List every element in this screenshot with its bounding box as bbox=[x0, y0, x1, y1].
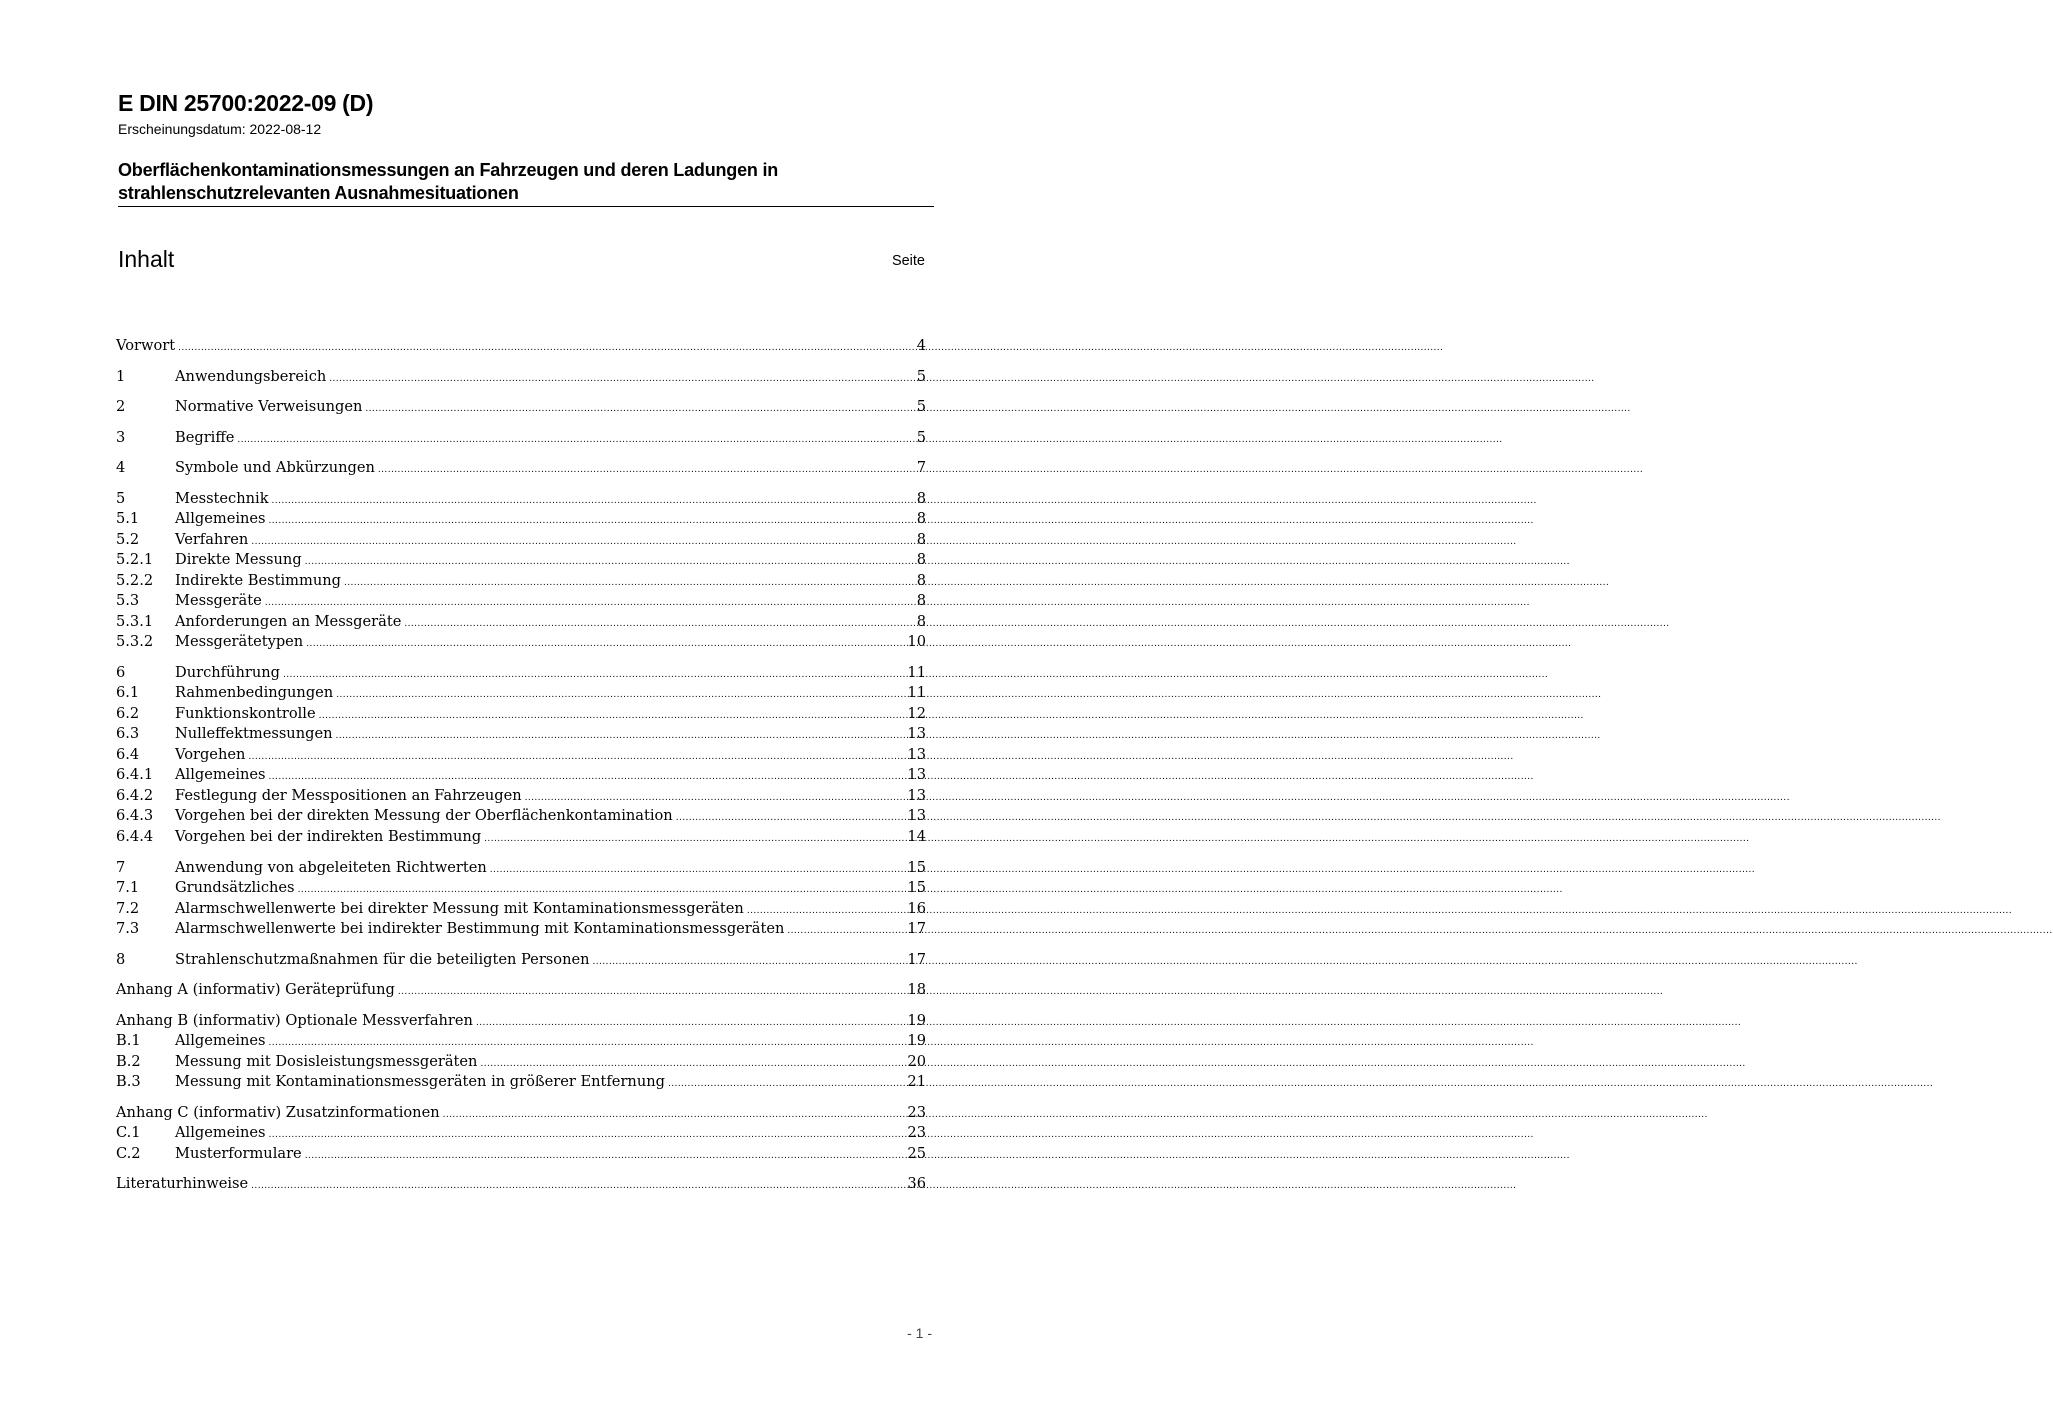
toc-leader-dots bbox=[398, 980, 907, 1002]
toc-entry-title: Festlegung der Messpositionen an Fahrzeugen bbox=[175, 787, 522, 804]
toc-entry-title: Messung mit Kontaminationsmessgeräten in größerer Entfernung bbox=[175, 1073, 665, 1090]
toc-entry-number: 6.3 bbox=[116, 725, 140, 742]
toc-leader-dots bbox=[525, 786, 907, 808]
toc-entry-page: 5 bbox=[916, 429, 926, 446]
toc-leader-dots bbox=[490, 858, 907, 880]
toc-entry-page: 25 bbox=[907, 1145, 926, 1162]
toc-entry-title: Begriffe bbox=[175, 429, 235, 446]
toc-entry[interactable] bbox=[116, 632, 926, 652]
toc-entry-title: Messgeräte bbox=[175, 592, 262, 609]
toc-entry[interactable] bbox=[116, 919, 926, 939]
toc-entry[interactable] bbox=[116, 704, 926, 724]
toc-entry[interactable] bbox=[116, 765, 926, 785]
toc-entry[interactable] bbox=[116, 591, 926, 611]
toc-entry-title: Indirekte Bestimmung bbox=[175, 572, 341, 589]
toc-entry-number: 7 bbox=[116, 859, 126, 876]
toc-entry-page: 10 bbox=[907, 633, 926, 650]
toc-entry-title: Rahmenbedingungen bbox=[175, 684, 334, 701]
toc-leader-dots bbox=[404, 612, 915, 634]
toc-leader-dots bbox=[251, 530, 915, 552]
toc-entry[interactable] bbox=[116, 1174, 926, 1194]
toc-entry[interactable] bbox=[116, 1031, 926, 1051]
toc-entry-title: Messtechnik bbox=[175, 490, 269, 507]
toc-entry-title: Verfahren bbox=[175, 531, 249, 548]
toc-leader-dots bbox=[269, 509, 916, 531]
toc-entry[interactable] bbox=[116, 428, 926, 448]
publication-date: Erscheinungsdatum: 2022-08-12 bbox=[118, 121, 322, 137]
toc-entry-number: 6 bbox=[116, 664, 126, 681]
toc-leader-dots bbox=[480, 1052, 906, 1074]
document-title: Oberflächenkontaminationsmessungen an Fahrzeugen und deren Ladungen in strahlenschutzrelevanten Ausnahmesituationen bbox=[118, 160, 779, 203]
toc-entry-page: 15 bbox=[907, 859, 926, 876]
toc-entry[interactable] bbox=[116, 509, 926, 529]
toc-entry[interactable] bbox=[116, 367, 926, 387]
toc-entry[interactable] bbox=[116, 724, 926, 744]
toc-entry-title: Vorgehen bbox=[175, 746, 246, 763]
toc-entry[interactable] bbox=[116, 489, 926, 509]
toc-leader-dots bbox=[319, 704, 907, 726]
toc-entry[interactable] bbox=[116, 786, 926, 806]
toc-leader-dots bbox=[269, 1123, 907, 1145]
toc-entry[interactable] bbox=[116, 458, 926, 478]
toc-entry-title: Messung mit Dosisleistungsmessgeräten bbox=[175, 1053, 478, 1070]
toc-leader-dots bbox=[484, 827, 906, 849]
toc-leader-dots bbox=[269, 765, 907, 787]
toc-entry-title: Vorgehen bei der indirekten Bestimmung bbox=[175, 828, 482, 845]
toc-entry-page: 7 bbox=[916, 459, 926, 476]
toc-entry[interactable] bbox=[116, 878, 926, 898]
toc-entry-title: Vorgehen bei der direkten Messung der Oberflächenkontamination bbox=[175, 807, 673, 824]
toc-entry-title: Durchführung bbox=[175, 664, 280, 681]
toc-entry-number: 6.4 bbox=[116, 746, 140, 763]
toc-entry[interactable] bbox=[116, 683, 926, 703]
toc-entry-page: 13 bbox=[907, 807, 926, 824]
toc-entry-page: 8 bbox=[916, 490, 926, 507]
toc-entry-page: 13 bbox=[907, 746, 926, 763]
toc-entry[interactable] bbox=[116, 1072, 926, 1092]
toc-entry[interactable] bbox=[116, 663, 926, 683]
toc-entry-title: Normative Verweisungen bbox=[175, 398, 363, 415]
toc-entry-title: Symbole und Abkürzungen bbox=[175, 459, 375, 476]
toc-leader-dots bbox=[668, 1072, 906, 1094]
toc-entry-number: 3 bbox=[116, 429, 126, 446]
toc-entry-number: 5.2 bbox=[116, 531, 140, 548]
toc-entry-page: 20 bbox=[907, 1053, 926, 1070]
toc-entry-number: 6.2 bbox=[116, 705, 140, 722]
toc-entry-title: Musterformulare bbox=[175, 1145, 302, 1162]
toc-entry-title: Alarmschwellenwerte bei direkter Messung mit Kontaminationsmessgeräten bbox=[175, 900, 744, 917]
toc-entry-number: 6.4.4 bbox=[116, 828, 154, 845]
toc-leader-dots bbox=[344, 571, 916, 593]
toc-entry-page: 11 bbox=[907, 684, 926, 701]
toc-entry[interactable] bbox=[116, 950, 926, 970]
toc-leader-dots bbox=[676, 806, 907, 828]
toc-entry[interactable] bbox=[116, 530, 926, 550]
toc-entry-title: Allgemeines bbox=[175, 1032, 266, 1049]
toc-entry-number: 5.3.2 bbox=[116, 633, 154, 650]
toc-entry-title: Anhang C (informativ) Zusatzinformationen bbox=[116, 1104, 440, 1121]
toc-leader-dots bbox=[336, 683, 906, 705]
toc-entry[interactable] bbox=[116, 1123, 926, 1143]
toc-entry-title: Anwendung von abgeleiteten Richtwerten bbox=[175, 859, 487, 876]
toc-leader-dots bbox=[178, 336, 916, 358]
toc-entry-page: 5 bbox=[916, 398, 926, 415]
toc-entry-page: 13 bbox=[907, 725, 926, 742]
toc-entry-number: C.1 bbox=[116, 1124, 141, 1141]
toc-entry-page: 5 bbox=[916, 368, 926, 385]
toc-entry-page: 13 bbox=[907, 787, 926, 804]
toc-entry-number: 5.3.1 bbox=[116, 613, 154, 630]
toc-leader-dots bbox=[747, 899, 907, 921]
toc-leader-dots bbox=[335, 724, 906, 746]
toc-entry[interactable] bbox=[116, 806, 926, 826]
toc-entry-number: 5.2.1 bbox=[116, 551, 154, 568]
toc-entry-page: 13 bbox=[907, 766, 926, 783]
toc-entry-page: 8 bbox=[916, 551, 926, 568]
toc-leader-dots bbox=[476, 1011, 906, 1033]
toc-leader-dots bbox=[306, 632, 906, 654]
toc-leader-dots bbox=[283, 663, 906, 685]
toc-entry-title: Alarmschwellenwerte bei indirekter Bestimmung mit Kontaminationsmessgeräten bbox=[175, 920, 785, 937]
toc-entry-page: 8 bbox=[916, 572, 926, 589]
document-id: E DIN 25700:2022-09 (D) bbox=[118, 90, 374, 116]
toc-entry[interactable] bbox=[116, 1052, 926, 1072]
toc-leader-dots bbox=[305, 1144, 907, 1166]
toc-leader-dots bbox=[237, 428, 915, 450]
toc-entry-title: Allgemeines bbox=[175, 766, 266, 783]
toc-entry-number: B.2 bbox=[116, 1053, 141, 1070]
toc-entry-title: Direkte Messung bbox=[175, 551, 302, 568]
toc-entry-number: 7.2 bbox=[116, 900, 140, 917]
toc-entry-number: 5.3 bbox=[116, 592, 140, 609]
toc-entry-number: C.2 bbox=[116, 1145, 141, 1162]
toc-entry-number: 5.1 bbox=[116, 510, 140, 527]
toc-entry-number: 5.2.2 bbox=[116, 572, 154, 589]
toc-entry-number: 2 bbox=[116, 398, 126, 415]
toc-entry-page: 17 bbox=[907, 951, 926, 968]
toc-leader-dots bbox=[593, 950, 907, 972]
toc-entry-title: Anhang A (informativ) Geräteprüfung bbox=[116, 981, 395, 998]
toc-entry[interactable] bbox=[116, 1011, 926, 1031]
toc-entry-number: 7.1 bbox=[116, 879, 140, 896]
toc-entry-title: Anwendungsbereich bbox=[175, 368, 327, 385]
toc-entry-page: 18 bbox=[907, 981, 926, 998]
toc-entry[interactable] bbox=[116, 571, 926, 591]
toc-entry-page: 12 bbox=[907, 705, 926, 722]
toc-entry[interactable] bbox=[116, 980, 926, 1000]
toc-entry[interactable] bbox=[116, 397, 926, 417]
toc-entry-number: 6.1 bbox=[116, 684, 140, 701]
toc-entry-title: Vorwort bbox=[116, 337, 176, 354]
toc-leader-dots bbox=[787, 919, 906, 941]
table-of-contents bbox=[116, 0, 926, 1403]
toc-entry[interactable] bbox=[116, 336, 926, 356]
toc-entry-page: 8 bbox=[916, 613, 926, 630]
toc-leader-dots bbox=[265, 591, 916, 613]
toc-entry-page: 19 bbox=[907, 1032, 926, 1049]
toc-entry-page: 11 bbox=[907, 664, 926, 681]
toc-entry[interactable] bbox=[116, 550, 926, 570]
toc-entry-title: Funktionskontrolle bbox=[175, 705, 316, 722]
toc-entry-page: 14 bbox=[907, 828, 926, 845]
toc-entry-page: 23 bbox=[907, 1124, 926, 1141]
toc-entry-number: B.3 bbox=[116, 1073, 141, 1090]
toc-entry-page: 16 bbox=[907, 900, 926, 917]
toc-entry-number: 1 bbox=[116, 368, 126, 385]
toc-leader-dots bbox=[298, 878, 907, 900]
toc-entry[interactable] bbox=[116, 827, 926, 847]
toc-entry-number: 6.4.3 bbox=[116, 807, 154, 824]
toc-entry-title: Literaturhinweise bbox=[116, 1175, 249, 1192]
toc-entry-number: B.1 bbox=[116, 1032, 141, 1049]
toc-entry-page: 15 bbox=[907, 879, 926, 896]
page-number: - 1 - bbox=[907, 1325, 932, 1341]
toc-entry-page: 4 bbox=[916, 337, 926, 354]
toc-entry-number: 6.4.1 bbox=[116, 766, 154, 783]
toc-entry-number: 7.3 bbox=[116, 920, 140, 937]
toc-entry-page: 8 bbox=[916, 510, 926, 527]
toc-entry[interactable] bbox=[116, 899, 926, 919]
toc-leader-dots bbox=[305, 550, 916, 572]
toc-entry-page: 17 bbox=[907, 920, 926, 937]
toc-leader-dots bbox=[329, 367, 915, 389]
toc-leader-dots bbox=[378, 458, 916, 480]
toc-heading: Inhalt bbox=[118, 246, 175, 272]
toc-entry-number: 8 bbox=[116, 951, 126, 968]
toc-leader-dots bbox=[365, 397, 915, 419]
toc-entry-page: 36 bbox=[907, 1175, 926, 1192]
toc-leader-dots bbox=[272, 489, 916, 511]
toc-entry-title: Strahlenschutzmaßnahmen für die beteiligten Personen bbox=[175, 951, 590, 968]
toc-entry-title: Anforderungen an Messgeräte bbox=[175, 613, 402, 630]
toc-entry[interactable] bbox=[116, 858, 926, 878]
toc-leader-dots bbox=[248, 745, 906, 767]
toc-entry-number: 4 bbox=[116, 459, 126, 476]
toc-entry-title: Messgerätetypen bbox=[175, 633, 304, 650]
toc-entry-number: 6.4.2 bbox=[116, 787, 154, 804]
toc-entry-page: 8 bbox=[916, 531, 926, 548]
toc-leader-dots bbox=[251, 1174, 906, 1196]
toc-entry-number: 5 bbox=[116, 490, 126, 507]
toc-leader-dots bbox=[443, 1103, 907, 1125]
toc-entry[interactable] bbox=[116, 612, 926, 632]
toc-page-column-label: Seite bbox=[891, 253, 925, 269]
toc-entry-title: Allgemeines bbox=[175, 510, 266, 527]
toc-entry-page: 8 bbox=[916, 592, 926, 609]
toc-leader-dots bbox=[269, 1031, 907, 1053]
toc-entry[interactable] bbox=[116, 1103, 926, 1123]
toc-entry-page: 21 bbox=[907, 1073, 926, 1090]
toc-entry-page: 23 bbox=[907, 1104, 926, 1121]
toc-entry-page: 19 bbox=[907, 1012, 926, 1029]
toc-entry[interactable] bbox=[116, 1144, 926, 1164]
toc-entry-title: Allgemeines bbox=[175, 1124, 266, 1141]
toc-entry-title: Nulleffektmessungen bbox=[175, 725, 333, 742]
toc-entry-title: Grundsätzliches bbox=[175, 879, 295, 896]
toc-entry[interactable] bbox=[116, 745, 926, 765]
toc-entry-title: Anhang B (informativ) Optionale Messverfahren bbox=[116, 1012, 473, 1029]
